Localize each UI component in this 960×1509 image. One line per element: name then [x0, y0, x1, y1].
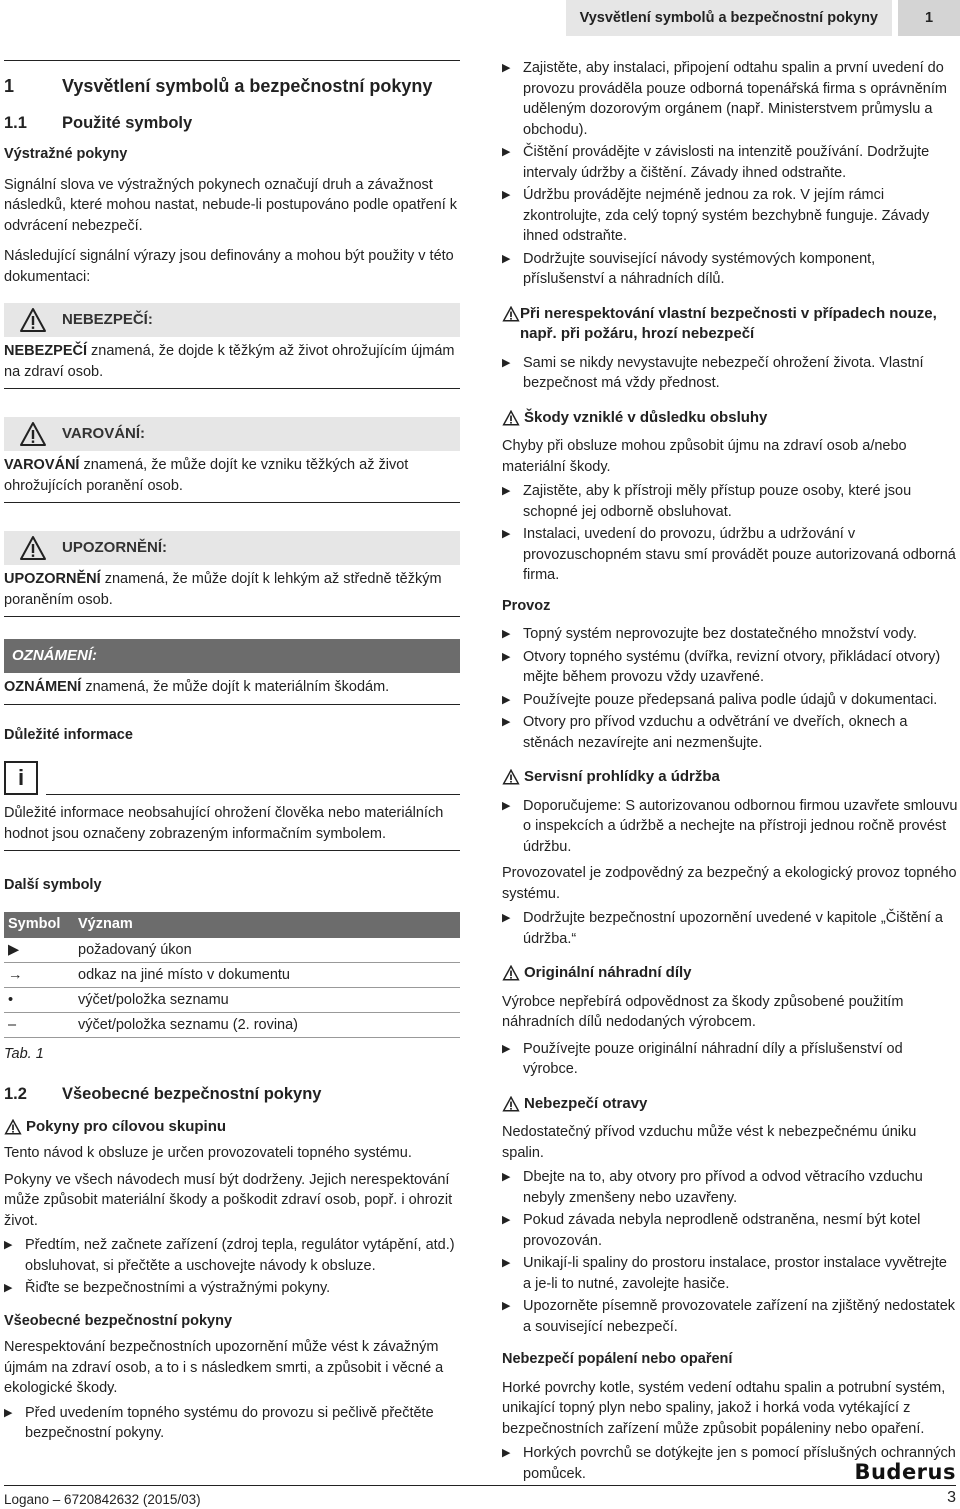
paragraph: Provozovatel je zodpovědný za bezpečný a ekologický provoz topného systému.	[502, 865, 957, 902]
list-item: ▶ Pokud závada nebyla neprodleně odstraněna, nesmí být kotel provozován.	[502, 1210, 958, 1251]
chapter-number: 1	[4, 76, 15, 96]
table-cell: odkaz na jiné místo v dokumentu	[74, 963, 460, 988]
heading-text: Originální náhradní díly	[524, 964, 692, 981]
list-item: ▶ Sami se nikdy nevystavujte nebezpečí ohrožení života. Vlastní bezpečnost má vždy přednost.	[502, 353, 958, 394]
table-header-row	[4, 912, 460, 938]
reference-arrow-icon: →	[4, 963, 74, 988]
action-arrow-icon: ▶	[4, 1239, 13, 1251]
action-arrow-icon: ▶	[502, 485, 511, 497]
list-item: ▶ Používejte pouze předepsaná paliva podle údajů v dokumentaci.	[502, 690, 958, 711]
paragraph: Tento návod k obsluze je určen provozovateli topného systému.	[4, 1145, 412, 1161]
warning-triangle-icon	[4, 1119, 26, 1135]
emergency-heading	[502, 304, 958, 345]
warning-triangle-icon	[502, 304, 520, 322]
action-arrow-icon: ▶	[502, 716, 511, 728]
warning-triangle-icon	[502, 965, 524, 981]
section-heading	[4, 1083, 460, 1105]
list-item: ▶ Topný systém neprovozujte bez dostatečného množství vody.	[502, 624, 958, 645]
action-arrow-icon: ▶	[4, 938, 74, 963]
burn-heading: Nebezpečí popálení nebo opaření	[502, 1351, 733, 1367]
section-number: 1.1	[4, 114, 27, 132]
info-text: Důležité informace neobsahující ohrožení člověka nebo materiálních hodnot jsou označeny zobrazeným informačním symbolem.	[4, 803, 460, 851]
action-arrow-icon: ▶	[502, 1257, 511, 1269]
table-row	[4, 938, 460, 963]
running-header	[0, 0, 960, 36]
action-arrow-icon: ▶	[502, 189, 511, 201]
caution-label: UPOZORNĚNÍ:	[62, 538, 167, 556]
right-column	[502, 56, 958, 1484]
list-item: ▶ Dodržujte bezpečnostní upozornění uvedené v kapitole „Čištění a údržba.“	[502, 908, 958, 949]
warning-triangle-icon	[502, 769, 524, 785]
action-arrow-icon: ▶	[502, 799, 511, 812]
list-item: ▶ Doporučujeme: S autorizovanou odbornou firmou uzavřete smlouvu o inspekcích a údržbě a nechejte na přístroji jednou ročně provést údržbu.	[502, 796, 958, 858]
warning-triangle-icon	[4, 307, 62, 333]
action-arrow-icon: ▶	[4, 1406, 13, 1419]
warning-triangle-icon	[4, 535, 62, 561]
table-header: Symbol	[4, 912, 74, 938]
table-cell: výčet/položka seznamu	[74, 988, 460, 1013]
paragraph: Horké povrchy kotle, systém vedení odtahu spalin a potrubní systém, unikající topný plyn nebo spaliny, jakož i horká voda vytékající z bezpečnostních zařízení může způsobit popáleniny nebo opaření.	[502, 1379, 946, 1437]
caution-header	[4, 531, 460, 565]
action-arrow-icon: ▶	[502, 912, 511, 924]
danger-body	[4, 337, 460, 389]
action-arrow-icon: ▶	[502, 528, 511, 540]
list-item: ▶ Dbejte na to, aby otvory pro přívod a odvod větracího vzduchu nebyly zmenšeny nebo uzavřeny.	[502, 1167, 958, 1208]
warning-triangle-icon	[502, 1096, 524, 1112]
poisoning-heading	[502, 1094, 958, 1115]
symbols-table	[4, 912, 460, 1039]
list-item: ▶ Dodržujte související návody systémových komponent, příslušenství a náhradních dílů.	[502, 249, 958, 290]
paragraph: Signální slova ve výstražných pokynech označují druh a závažnost následků, které mohou nastat, nebude-li postupováno podle opatření k odvrácení nebezpečí.	[4, 176, 458, 234]
notice-body	[4, 673, 460, 705]
section-heading	[4, 112, 460, 134]
warning-body	[4, 451, 460, 503]
paragraph: Nerespektování bezpečnostních upozornění může vést k závažným újmám na zdraví osob, a to i s následkem smrti, a způsobit i věcné a ekologické škody.	[4, 1339, 444, 1396]
danger-label: NEBEZPEČÍ:	[62, 310, 153, 328]
table-row	[4, 963, 460, 988]
list-item: ▶ Otvory pro přívod vzduchu a odvětrání ve dveřích, oknech a stěnách nezavírejte ani nezmenšujte.	[502, 712, 958, 753]
info-heading: Důležité informace	[4, 726, 133, 743]
list-item: ▶ Upozorněte písemně provozovatele zařízení na zjištěný nedostatek a související nebezpečí.	[502, 1296, 958, 1337]
buderus-logo: Buderus	[854, 1460, 956, 1484]
list-item: ▶ Zajistěte, aby instalaci, připojení odtahu spalin a první uvedení do provozu prováděla pouze odborná topenářská firma s oprávněním uděleným dozorovým orgánem (např. Ministerstvem průmyslu a obchodu).	[502, 58, 958, 140]
action-arrow-icon: ▶	[502, 1447, 511, 1459]
table-header: Význam	[74, 912, 460, 938]
action-arrow-icon: ▶	[502, 1214, 511, 1226]
caution-word: UPOZORNĚNÍ	[4, 571, 101, 587]
action-arrow-icon: ▶	[502, 650, 511, 663]
divider	[46, 773, 460, 795]
list-item: ▶ Používejte pouze originální náhradní díly a příslušenství od výrobce.	[502, 1039, 958, 1080]
action-arrow-icon: ▶	[4, 1282, 13, 1294]
notice-header: OZNÁMENÍ:	[4, 639, 460, 673]
operation-heading: Provoz	[502, 597, 551, 614]
section-title: Všeobecné bezpečnostní pokyny	[62, 1084, 322, 1103]
table-cell: požadovaný úkon	[74, 938, 460, 963]
action-arrow-icon: ▶	[502, 628, 511, 640]
footer-divider	[4, 1485, 956, 1486]
list-item: ▶ Řiďte se bezpečnostními a výstražnými pokyny.	[4, 1278, 460, 1299]
footer-document-id: Logano – 6720842632 (2015/03)	[4, 1492, 201, 1507]
spare-parts-heading	[502, 963, 958, 984]
action-arrow-icon: ▶	[502, 356, 511, 369]
target-group-heading	[4, 1117, 460, 1138]
list-item: ▶ Údržbu provádějte nejméně jednou za rok. V jejím rámci zkontrolujte, zda celý topný systém bezchybně funguje. Závady ihned odstraňte.	[502, 185, 958, 247]
header-chapter-number: 1	[898, 0, 960, 36]
notice-text: znamená, že může dojít k materiálním škodám.	[81, 679, 390, 695]
danger-word: NEBEZPEČÍ	[4, 343, 87, 359]
list-item: ▶ Unikají-li spaliny do prostoru instalace, prostor instalace vyvětrejte a je-li to nutné, zavolejte hasiče.	[502, 1253, 958, 1294]
warning-label: VAROVÁNÍ:	[62, 424, 146, 442]
action-arrow-icon: ▶	[502, 1042, 511, 1055]
heading-text: Servisní prohlídky a údržba	[524, 768, 720, 785]
action-arrow-icon: ▶	[502, 1171, 511, 1183]
bullet-icon: •	[4, 988, 74, 1013]
list-item: ▶ Instalaci, uvedení do provozu, údržbu a udržování v provozuschopném stavu smí provádět pouze autorizovaná odborná firma.	[502, 524, 958, 586]
warning-triangle-icon	[4, 421, 62, 447]
list-item: ▶ Zajistěte, aby k přístroji měly přístup pouze osoby, které jsou schopné jej odborně obsluhovat.	[502, 481, 958, 522]
warning-text: znamená, že může dojít ke vzniku těžkých až život ohrožujících poranění osob.	[4, 457, 409, 494]
list-item: ▶ Čištění provádějte v závislosti na intenzitě používání. Dodržujte intervaly údržby a čištění. Závady ihned odstraňte.	[502, 142, 958, 183]
other-symbols-heading: Další symboly	[4, 877, 102, 893]
danger-text: znamená, že dojde k těžkým až život ohrožujícím újmám na zdraví osob.	[4, 343, 455, 380]
paragraph: Následující signální výrazy jsou definovány a mohou být použity v této dokumentaci:	[4, 248, 454, 285]
action-arrow-icon: ▶	[502, 62, 511, 74]
table-row	[4, 1013, 460, 1038]
info-symbol-row	[4, 759, 460, 795]
list-item: ▶ Před uvedením topného systému do provozu si pečlivě přečtěte bezpečnostní pokyny.	[4, 1403, 460, 1444]
section-number: 1.2	[4, 1084, 27, 1103]
danger-header	[4, 303, 460, 337]
paragraph: Chyby při obsluze mohou způsobit újmu na zdraví osob a/nebo materiální škody.	[502, 438, 907, 475]
action-arrow-icon: ▶	[502, 252, 511, 265]
heading-text: Pokyny pro cílovou skupinu	[26, 1117, 227, 1135]
chapter-heading	[4, 60, 460, 98]
table-caption: Tab. 1	[4, 1046, 44, 1062]
header-title: Vysvětlení symbolů a bezpečnostní pokyny	[566, 0, 892, 36]
paragraph: Výrobce nepřebírá odpovědnost za škody způsobené použitím náhradních dílů nedodaných výrobcem.	[502, 993, 904, 1030]
warning-header	[4, 417, 460, 451]
page-number: 3	[947, 1489, 956, 1506]
warning-word: VAROVÁNÍ	[4, 457, 80, 473]
general-safety-heading: Všeobecné bezpečnostní pokyny	[4, 1312, 233, 1329]
left-column	[4, 60, 460, 1444]
action-arrow-icon: ▶	[502, 1300, 511, 1312]
list-item: ▶ Horkých povrchů se dotýkejte jen s pomocí příslušných ochranných pomůcek.	[502, 1443, 958, 1484]
service-heading	[502, 767, 958, 788]
heading-text: Při nerespektování vlastní bezpečnosti v případech nouze, např. při požáru, hrozí nebezpečí	[520, 304, 937, 342]
paragraph: Pokyny ve všech návodech musí být dodrženy. Jejich nerespektování může způsobit materiální škody a poškodit zdraví osob, popř. i ohrozit život.	[4, 1171, 453, 1229]
notice-word: OZNÁMENÍ	[4, 679, 82, 695]
table-cell: výčet/položka seznamu (2. rovina)	[74, 1013, 460, 1038]
dash-icon: –	[4, 1013, 74, 1038]
caution-body	[4, 565, 460, 617]
heading-text: Škody vzniklé v důsledku obsluhy	[524, 408, 768, 426]
caution-text: znamená, že může dojít k lehkým až středně těžkým poraněním osob.	[4, 571, 442, 608]
list-item: ▶ Předtím, než začnete zařízení (zdroj tepla, regulátor vytápění, atd.) obsluhovat, si přečtěte a uschovejte návody k obsluze.	[4, 1235, 460, 1276]
info-icon: i	[4, 761, 38, 795]
chapter-title: Vysvětlení symbolů a bezpečnostní pokyny	[62, 76, 433, 96]
operation-damage-heading	[502, 408, 958, 429]
action-arrow-icon: ▶	[502, 693, 511, 706]
warnings-heading: Výstražné pokyny	[4, 146, 128, 162]
list-item: ▶ Otvory topného systému (dvířka, revizní otvory, přikládací otvory) mějte během provozu vždy uzavřené.	[502, 647, 958, 688]
table-row	[4, 988, 460, 1013]
paragraph: Nedostatečný přívod vzduchu může vést k nebezpečnému úniku spalin.	[502, 1124, 917, 1161]
action-arrow-icon: ▶	[502, 146, 511, 158]
heading-text: Nebezpečí otravy	[524, 1094, 648, 1112]
section-title: Použité symboly	[62, 114, 193, 132]
warning-triangle-icon	[502, 410, 524, 426]
